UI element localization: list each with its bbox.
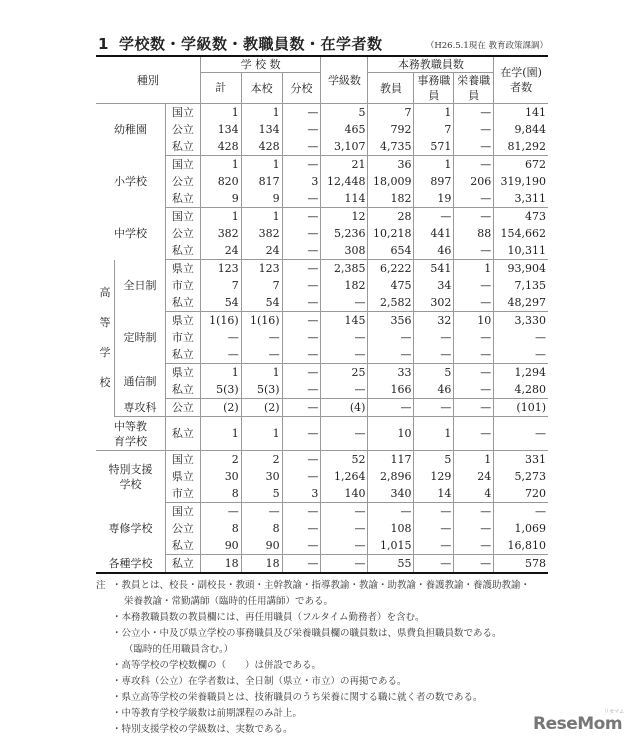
ownership-cell: 県立 <box>166 468 201 485</box>
table-row <box>96 260 548 278</box>
value-cell: — <box>282 537 321 555</box>
value-cell: — <box>282 208 321 226</box>
value-cell: 3 <box>282 485 321 503</box>
value-cell: — <box>282 329 321 346</box>
value-cell: 182 <box>368 190 414 208</box>
cat-kindergarten: 幼稚園 <box>114 123 147 137</box>
cat-correspondence: 通信制 <box>114 364 165 399</box>
value-cell: 52 <box>321 451 368 469</box>
value-cell: 441 <box>414 225 454 242</box>
value-cell: 54 <box>200 294 241 312</box>
ownership-cell: 私立 <box>166 294 201 312</box>
value-cell: 81,292 <box>494 138 548 156</box>
value-cell: — <box>321 503 368 521</box>
value-cell: 134 <box>241 121 282 138</box>
value-cell: 541 <box>414 260 454 278</box>
value-cell: 428 <box>200 138 241 156</box>
cat-high-school: 高 等 学 校 <box>99 286 111 389</box>
value-cell: 166 <box>368 381 414 399</box>
value-cell: 578 <box>494 555 548 574</box>
value-cell: 182 <box>321 277 368 294</box>
value-cell: (101) <box>494 399 548 417</box>
value-cell: 8 <box>200 520 241 537</box>
value-cell: 25 <box>321 364 368 382</box>
table-row <box>96 312 548 330</box>
value-cell: 36 <box>368 156 414 174</box>
col-staff-nutrition: 栄養職員 <box>454 73 494 104</box>
value-cell: 3,311 <box>494 190 548 208</box>
value-cell: 382 <box>200 225 241 242</box>
value-cell: 1 <box>200 364 241 382</box>
value-cell: 18 <box>200 555 241 574</box>
value-cell: — <box>454 503 494 521</box>
cat-junior-high: 中学校 <box>114 227 147 240</box>
ownership-cell: 公立 <box>166 121 201 138</box>
value-cell: 141 <box>494 104 548 122</box>
value-cell: 7 <box>414 121 454 138</box>
value-cell: — <box>414 537 454 555</box>
table-row <box>96 417 548 451</box>
value-cell: 46 <box>414 381 454 399</box>
source-note: （H26.5.1現在 教育政策課調） <box>425 41 548 51</box>
value-cell: 88 <box>454 225 494 242</box>
ownership-cell: 県立 <box>166 364 201 382</box>
table-row <box>96 503 548 521</box>
value-cell: 90 <box>241 537 282 555</box>
value-cell: — <box>282 312 321 330</box>
ownership-cell: 私立 <box>166 555 201 574</box>
value-cell: — <box>321 417 368 451</box>
value-cell: — <box>368 503 414 521</box>
ownership-cell: 私立 <box>166 190 201 208</box>
value-cell: 6,222 <box>368 260 414 278</box>
table-row <box>96 156 548 174</box>
value-cell: — <box>282 468 321 485</box>
value-cell: 1 <box>414 156 454 174</box>
value-cell: 10 <box>368 417 414 451</box>
value-cell: — <box>368 346 414 364</box>
value-cell: 24 <box>241 242 282 260</box>
value-cell: 654 <box>368 242 414 260</box>
value-cell: 5 <box>321 104 368 122</box>
value-cell: — <box>282 121 321 138</box>
value-cell: — <box>454 364 494 382</box>
value-cell: 4,735 <box>368 138 414 156</box>
value-cell: 12,448 <box>321 173 368 190</box>
value-cell: 820 <box>200 173 241 190</box>
value-cell: 10 <box>454 312 494 330</box>
value-cell: — <box>321 294 368 312</box>
value-cell: 123 <box>241 260 282 278</box>
value-cell: 3,107 <box>321 138 368 156</box>
value-cell: 5(3) <box>241 381 282 399</box>
value-cell: 1 <box>454 451 494 469</box>
value-cell: 7 <box>368 104 414 122</box>
ownership-cell: 市立 <box>166 485 201 503</box>
value-cell: 14 <box>414 485 454 503</box>
value-cell: 24 <box>200 242 241 260</box>
value-cell: 1 <box>200 208 241 226</box>
value-cell: — <box>454 190 494 208</box>
value-cell: 10,218 <box>368 225 414 242</box>
table-row <box>96 555 548 574</box>
value-cell: 1 <box>200 104 241 122</box>
value-cell: — <box>414 520 454 537</box>
ownership-cell: 県立 <box>166 260 201 278</box>
value-cell: — <box>282 294 321 312</box>
value-cell: 108 <box>368 520 414 537</box>
value-cell: — <box>282 225 321 242</box>
ownership-cell: 公立 <box>166 225 201 242</box>
value-cell: (2) <box>241 399 282 417</box>
ownership-cell: 私立 <box>166 242 201 260</box>
value-cell: 571 <box>414 138 454 156</box>
value-cell: — <box>282 555 321 574</box>
ownership-cell: 公立 <box>166 520 201 537</box>
value-cell: — <box>241 503 282 521</box>
value-cell: — <box>454 555 494 574</box>
col-schools-total: 計 <box>200 73 241 104</box>
value-cell: 129 <box>414 468 454 485</box>
value-cell: — <box>282 417 321 451</box>
value-cell: — <box>454 417 494 451</box>
value-cell: — <box>321 346 368 364</box>
value-cell: 18,009 <box>368 173 414 190</box>
value-cell: — <box>282 190 321 208</box>
value-cell: 48,297 <box>494 294 548 312</box>
value-cell: 134 <box>200 121 241 138</box>
value-cell: — <box>282 346 321 364</box>
value-cell: — <box>282 503 321 521</box>
value-cell: 28 <box>368 208 414 226</box>
value-cell: — <box>321 381 368 399</box>
value-cell: — <box>282 242 321 260</box>
value-cell: — <box>454 381 494 399</box>
value-cell: — <box>454 104 494 122</box>
col-type: 種別 <box>96 57 200 104</box>
value-cell: 1(16) <box>200 312 241 330</box>
value-cell: 356 <box>368 312 414 330</box>
col-schools-main: 本校 <box>241 73 282 104</box>
value-cell: 1 <box>241 208 282 226</box>
value-cell: 1(16) <box>241 312 282 330</box>
cat-fulltime: 全日制 <box>114 260 165 312</box>
ownership-cell: 公立 <box>166 399 201 417</box>
ownership-cell: 国立 <box>166 104 201 122</box>
document-page <box>96 33 548 738</box>
value-cell: — <box>414 329 454 346</box>
value-cell: — <box>241 329 282 346</box>
cat-advanced: 専攻科 <box>114 399 165 417</box>
ownership-cell: 市立 <box>166 277 201 294</box>
value-cell: — <box>282 104 321 122</box>
value-cell: 792 <box>368 121 414 138</box>
ownership-cell: 公立 <box>166 173 201 190</box>
value-cell: — <box>200 503 241 521</box>
value-cell: — <box>368 399 414 417</box>
value-cell: 5 <box>241 485 282 503</box>
value-cell: 19 <box>414 190 454 208</box>
value-cell: — <box>200 346 241 364</box>
value-cell: 1 <box>241 104 282 122</box>
col-staff-teachers: 教員 <box>368 73 414 104</box>
value-cell: (4) <box>321 399 368 417</box>
value-cell: — <box>282 277 321 294</box>
table-row <box>96 399 548 417</box>
value-cell: 382 <box>241 225 282 242</box>
table-row <box>96 208 548 226</box>
value-cell: — <box>241 346 282 364</box>
col-students: 在学(園)者数 <box>494 57 548 104</box>
value-cell: 331 <box>494 451 548 469</box>
value-cell: — <box>321 329 368 346</box>
value-cell: 1 <box>454 260 494 278</box>
value-cell: — <box>454 346 494 364</box>
value-cell: — <box>321 555 368 574</box>
value-cell: 55 <box>368 555 414 574</box>
value-cell: 3 <box>282 173 321 190</box>
table-header <box>96 57 548 104</box>
value-cell: 2,385 <box>321 260 368 278</box>
value-cell: — <box>282 156 321 174</box>
value-cell: 32 <box>414 312 454 330</box>
cat-vocational: 専修学校 <box>108 522 153 535</box>
value-cell: 9,844 <box>494 121 548 138</box>
value-cell: 319,190 <box>494 173 548 190</box>
value-cell: — <box>368 329 414 346</box>
value-cell: — <box>494 503 548 521</box>
ownership-cell: 国立 <box>166 503 201 521</box>
value-cell: 9 <box>200 190 241 208</box>
value-cell: 24 <box>454 468 494 485</box>
resemom-logo: ReseMom リセマム <box>533 709 625 734</box>
ownership-cell: 国立 <box>166 208 201 226</box>
value-cell: — <box>321 537 368 555</box>
value-cell: 10,311 <box>494 242 548 260</box>
ownership-cell: 私立 <box>166 381 201 399</box>
value-cell: 5 <box>414 364 454 382</box>
value-cell: 5 <box>414 451 454 469</box>
value-cell: 1 <box>200 417 241 451</box>
value-cell: — <box>282 260 321 278</box>
cat-special-support: 特別支援 学校 <box>108 462 153 491</box>
footnotes: 注 ・教員とは、校長・副校長・教頭・主幹教諭・指導教諭・教諭・助教諭・養護教諭・養護助教諭・ 栄養教諭・常勤講師（臨時的任用講師）である。 ・本務教職員数の教員欄には、再任用職員（フルタイム勤務者）を含む。 ・公立小・中及び県立学校の事務職員及び栄養職員欄の職員数は、県費負担職員数である。 （臨時的任用職員含む。） ・高等学校の学校数欄の（ ）は併設である。 ・専攻科（公立）在学者数は、全日制（県立・市立）の再掲である。 ・県立高等学校の栄養職員とは、技術職員のうち栄養に関する職に就く者の数である。 ・中等教育学校学級数は前期課程のみ計上。 ・特別支援学校の学級数は、実数である。 <box>96 580 531 735</box>
value-cell: 5,236 <box>321 225 368 242</box>
value-cell: 473 <box>494 208 548 226</box>
value-cell: — <box>454 329 494 346</box>
col-staff-group: 本務教職員数 <box>368 57 494 73</box>
value-cell: 12 <box>321 208 368 226</box>
value-cell: 475 <box>368 277 414 294</box>
value-cell: — <box>494 346 548 364</box>
value-cell: 117 <box>368 451 414 469</box>
ownership-cell: 国立 <box>166 156 201 174</box>
value-cell: — <box>282 138 321 156</box>
value-cell: 897 <box>414 173 454 190</box>
value-cell: — <box>454 294 494 312</box>
value-cell: — <box>414 399 454 417</box>
value-cell: — <box>494 329 548 346</box>
value-cell: 123 <box>200 260 241 278</box>
value-cell: 30 <box>241 468 282 485</box>
value-cell: 34 <box>414 277 454 294</box>
value-cell: — <box>282 364 321 382</box>
value-cell: 46 <box>414 242 454 260</box>
value-cell: 8 <box>200 485 241 503</box>
value-cell: — <box>454 520 494 537</box>
value-cell: 1,294 <box>494 364 548 382</box>
value-cell: 90 <box>200 537 241 555</box>
col-schools-group: 学 校 数 <box>200 57 321 73</box>
col-schools-branch: 分校 <box>282 73 321 104</box>
value-cell: 1 <box>241 417 282 451</box>
value-cell: — <box>282 399 321 417</box>
page-title: 1 学校数・学級数・教職員数・在学者数 <box>98 35 383 53</box>
value-cell: 18 <box>241 555 282 574</box>
value-cell: 3,330 <box>494 312 548 330</box>
ownership-cell: 私立 <box>166 417 201 451</box>
value-cell: — <box>414 208 454 226</box>
cat-elementary: 小学校 <box>114 175 147 188</box>
value-cell: 33 <box>368 364 414 382</box>
value-cell: 9 <box>241 190 282 208</box>
title-row <box>96 33 548 57</box>
cat-misc: 各種学校 <box>96 555 166 574</box>
value-cell: 145 <box>321 312 368 330</box>
value-cell: 2 <box>241 451 282 469</box>
value-cell: 7 <box>200 277 241 294</box>
value-cell: 2,582 <box>368 294 414 312</box>
value-cell: — <box>414 346 454 364</box>
value-cell: — <box>282 381 321 399</box>
value-cell: — <box>454 399 494 417</box>
value-cell: — <box>321 520 368 537</box>
ownership-cell: 私立 <box>166 346 201 364</box>
value-cell: — <box>454 156 494 174</box>
ownership-cell: 市立 <box>166 329 201 346</box>
value-cell: 2 <box>200 451 241 469</box>
value-cell: — <box>200 329 241 346</box>
statistics-table <box>96 57 548 574</box>
table-row <box>96 364 548 382</box>
value-cell: 114 <box>321 190 368 208</box>
value-cell: 5,273 <box>494 468 548 485</box>
value-cell: 21 <box>321 156 368 174</box>
value-cell: 4 <box>454 485 494 503</box>
value-cell: 4,280 <box>494 381 548 399</box>
table-body <box>96 104 548 574</box>
ownership-cell: 私立 <box>166 138 201 156</box>
value-cell: 428 <box>241 138 282 156</box>
value-cell: 1 <box>241 156 282 174</box>
value-cell: 5(3) <box>200 381 241 399</box>
value-cell: 1 <box>200 156 241 174</box>
value-cell: — <box>414 555 454 574</box>
value-cell: — <box>454 138 494 156</box>
value-cell: 54 <box>241 294 282 312</box>
ownership-cell: 私立 <box>166 537 201 555</box>
value-cell: 154,662 <box>494 225 548 242</box>
value-cell: 2,896 <box>368 468 414 485</box>
col-classes: 学級数 <box>321 57 368 104</box>
value-cell: 7,135 <box>494 277 548 294</box>
value-cell: — <box>282 451 321 469</box>
table-row <box>96 451 548 469</box>
cat-parttime: 定時制 <box>114 312 165 364</box>
value-cell: 720 <box>494 485 548 503</box>
table-row <box>96 104 548 122</box>
value-cell: 1 <box>414 104 454 122</box>
col-staff-clerical: 事務職員 <box>414 73 454 104</box>
value-cell: — <box>454 277 494 294</box>
value-cell: (2) <box>200 399 241 417</box>
value-cell: 1 <box>414 417 454 451</box>
ownership-cell: 国立 <box>166 451 201 469</box>
value-cell: 672 <box>494 156 548 174</box>
value-cell: 308 <box>321 242 368 260</box>
value-cell: 93,904 <box>494 260 548 278</box>
value-cell: — <box>454 208 494 226</box>
value-cell: — <box>454 537 494 555</box>
cat-secondary: 中等教 育学校 <box>96 417 166 451</box>
value-cell: — <box>454 121 494 138</box>
value-cell: 302 <box>414 294 454 312</box>
value-cell: 817 <box>241 173 282 190</box>
value-cell: 7 <box>241 277 282 294</box>
value-cell: — <box>494 417 548 451</box>
value-cell: — <box>454 242 494 260</box>
value-cell: 206 <box>454 173 494 190</box>
value-cell: 340 <box>368 485 414 503</box>
value-cell: 30 <box>200 468 241 485</box>
value-cell: 1 <box>241 364 282 382</box>
value-cell: — <box>282 520 321 537</box>
value-cell: 140 <box>321 485 368 503</box>
value-cell: 1,069 <box>494 520 548 537</box>
ownership-cell: 県立 <box>166 312 201 330</box>
value-cell: 8 <box>241 520 282 537</box>
value-cell: 465 <box>321 121 368 138</box>
value-cell: 1,264 <box>321 468 368 485</box>
value-cell: — <box>414 503 454 521</box>
value-cell: 1,015 <box>368 537 414 555</box>
value-cell: 16,810 <box>494 537 548 555</box>
